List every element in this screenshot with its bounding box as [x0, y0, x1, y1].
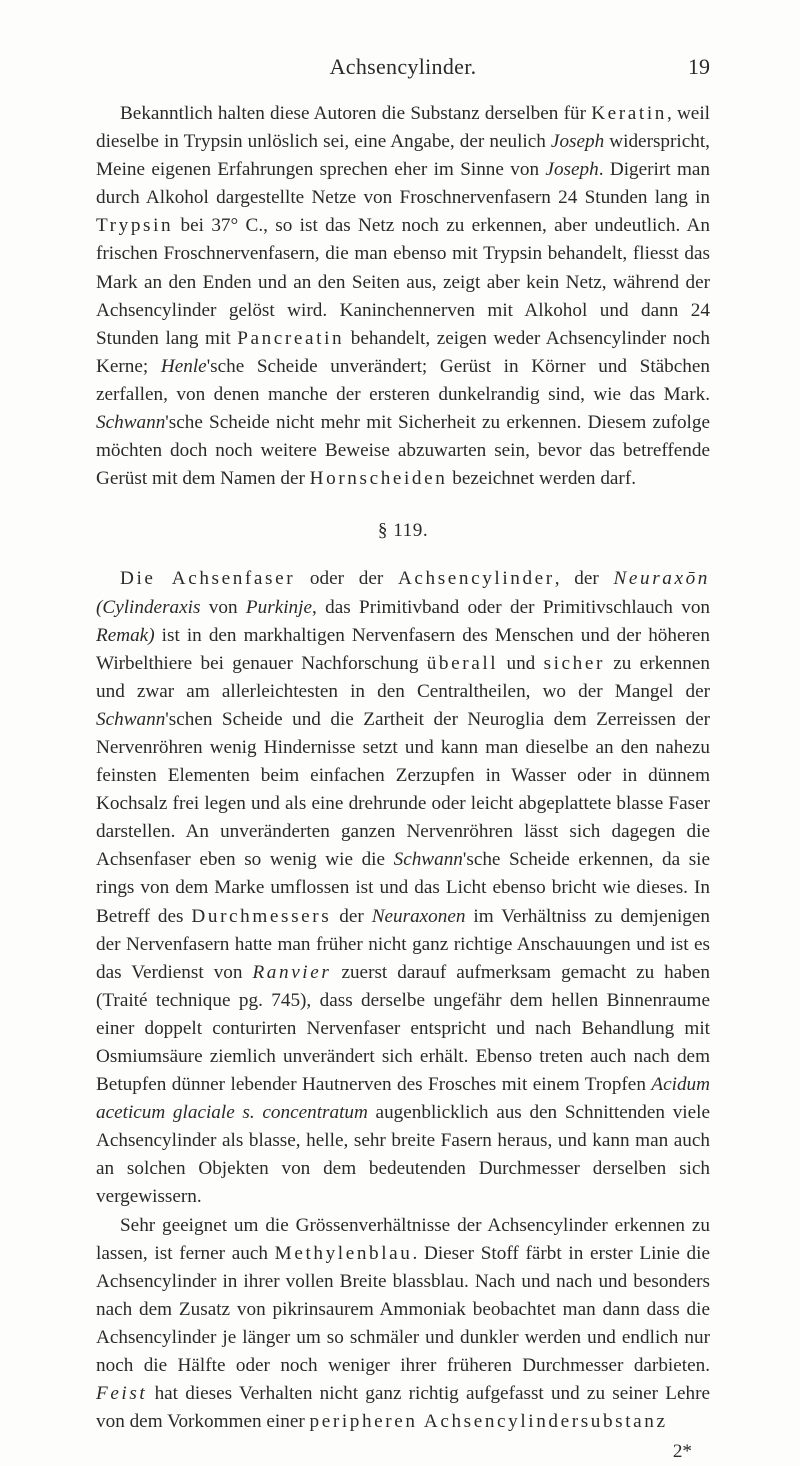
- spaced-term: peripheren Achsencylindersubstanz: [309, 1411, 668, 1433]
- running-title: Achsencylinder.: [329, 54, 477, 79]
- author-name: Feist: [96, 1383, 148, 1405]
- text-run: bei 37° C., so ist das Netz noch zu erkennen, aber undeutlich. An frischen Froschnervenfasern, die man ebenso mit Trypsin behandelt, fliesst das Mark an den Enden und an den Seiten aus, zeigt aber kein Netz, während der Achsencylinder gelöst wird. Kaninchennerven mit Alkohol und dann 24 Stunden lang mit: [96, 215, 710, 349]
- page-number: 19: [688, 54, 710, 79]
- paragraph-1: [96, 100, 710, 493]
- text-run: behandelt, zeigen weder Achsencylinder noch Kerne;: [96, 327, 710, 377]
- paragraph-3: [96, 1212, 710, 1437]
- text-run: bezeichnet werden darf.: [447, 468, 637, 490]
- author-name: Henle: [160, 355, 207, 377]
- italic-term: Neuraxonen: [371, 905, 466, 927]
- text-run: hat dieses Verhalten nicht ganz richtig aufgefasst und zu seiner Lehre von dem Vorkommen einer: [96, 1383, 710, 1433]
- author-name: Purkinje: [245, 596, 312, 618]
- body-text: [96, 100, 710, 1466]
- author-name: Schwann: [393, 849, 463, 871]
- text-run: , weil dieselbe in Trypsin unlöslich sei, eine Angabe, der neulich: [96, 103, 710, 153]
- text-run: oder der: [295, 568, 398, 590]
- author-name: Joseph: [545, 159, 599, 181]
- italic-term: Neuraxōn: [613, 568, 711, 590]
- text-run: , das Primitivband oder der Primitivschlauch von: [312, 596, 711, 618]
- italic-term: (Cylinderaxis: [96, 596, 201, 618]
- text-run: Sehr geeignet um die Grössenverhältnisse der Achsencylinder erkennen zu lassen, ist ferner auch: [96, 1214, 710, 1264]
- text-run: zuerst darauf aufmerksam gemacht zu haben (Traité technique pg. 745), dass derselbe ungefähr dem hellen Binnenraume einer doppelt conturirten Nervenfaser entspricht und nach Behandlung mit Osmiumsäure ziemlich unverändert sich erhält. Ebenso treten auch nach dem Betupfen dünner lebender Hautnerven des Frosches mit einem Tropfen: [96, 961, 710, 1096]
- text-run: im Verhältniss zu demjenigen der Nervenfasern hatte man früher nicht ganz richtige Anschauungen und ist es das Verdienst von: [96, 905, 710, 983]
- text-run: . Digerirt man durch Alkohol dargestellte Netze von Froschnervenfasern 24 Stunden lang in: [96, 159, 710, 209]
- spaced-term: Keratin: [591, 103, 667, 124]
- text-run: augenblicklich aus den Schnittenden viele Achsencylinder als blasse, helle, sehr breite Fasern heraus, und kann man auch an solchen Objekten von dem bedeutenden Durchmesser derselben sich vergewissern.: [96, 1102, 710, 1208]
- running-header: [96, 54, 710, 84]
- text-run: Bekanntlich halten diese Autoren die Substanz derselben für: [120, 103, 592, 124]
- spaced-term: Achsencylinder: [397, 568, 555, 590]
- text-run: . Dieser Stoff färbt in erster Linie die Achsencylinder in ihrer vollen Breite blassblau. Nach und nach und besonders nach dem Zusatz von pikrinsaurem Ammoniak beobachtet man dann dass die Achsencylinder je länger um so schmäler und dunkler werden und endlich nur noch die Hälfte oder noch weniger ihrer früheren Durchmesser darbieten.: [96, 1242, 710, 1377]
- section-heading: § 119.: [377, 520, 429, 542]
- signature-mark: 2*: [672, 1441, 692, 1463]
- spaced-term: Die Achsenfaser: [120, 568, 296, 590]
- text-run: ist in den markhaltigen Nervenfasern des Menschen und der höheren Wirbelthiere bei genauer Nachforschung: [96, 624, 710, 674]
- text-run: 'sche Scheide nicht mehr mit Sicherheit zu erkennen. Diesem zufolge möchten doch noch weitere Beweise abzuwarten sein, bevor das betreffende Gerüst mit dem Namen der: [96, 412, 710, 490]
- author-name: Schwann: [96, 708, 166, 730]
- author-name: Schwann: [96, 412, 166, 434]
- spaced-term: Durchmessers: [191, 905, 332, 927]
- text-run: 'sche Scheide erkennen, da sie rings von dem Marke umflossen ist und das Licht ebenso bricht wie dieses. In Betreff des: [96, 849, 711, 927]
- paragraph-2: [96, 565, 710, 1211]
- text-run: und: [498, 652, 544, 674]
- text-run: der: [331, 905, 372, 927]
- text-run: zu erkennen und zwar am allerleichtesten in den Centraltheilen, wo der Mangel der: [96, 652, 710, 702]
- text-run: 'schen Scheide und die Zartheit der Neuroglia dem Zerreissen der Nervenröhren wenig Hindernisse setzt und kann man dieselbe an den nahezu feinsten Elementen beim einfachen Zerzupfen in Wasser oder in dünnem Kochsalz frei legen und als eine drehrunde oder leicht abgeplattete blasse Faser darstellen. An unveränderten ganzen Nervenröhren lässt sich dagegen die Achsenfaser eben so wenig wie die: [96, 708, 710, 871]
- spaced-term: Hornscheiden: [309, 468, 448, 490]
- author-name: Ranvier: [252, 961, 332, 983]
- spaced-term: Methylenblau: [274, 1242, 413, 1264]
- text-run: von: [200, 596, 246, 618]
- spaced-term: Pancreatin: [237, 327, 345, 349]
- author-name: Remak): [96, 624, 155, 646]
- spaced-term: sicher: [543, 652, 605, 674]
- spaced-term: überall: [426, 652, 499, 674]
- text-run: 'sche Scheide unverändert; Gerüst in Körner und Stäbchen zerfallen, von denen manche der ersteren dunkelrandig sind, wie das Mark.: [96, 355, 710, 405]
- author-name: Joseph: [550, 131, 605, 153]
- text-run: widerspricht, Meine eigenen Erfahrungen sprechen eher im Sinne von: [96, 131, 710, 181]
- text-run: , der: [554, 568, 614, 590]
- italic-term: Acidum aceticum glaciale s. concentratum: [96, 1074, 710, 1124]
- spaced-term: Trypsin: [96, 215, 174, 237]
